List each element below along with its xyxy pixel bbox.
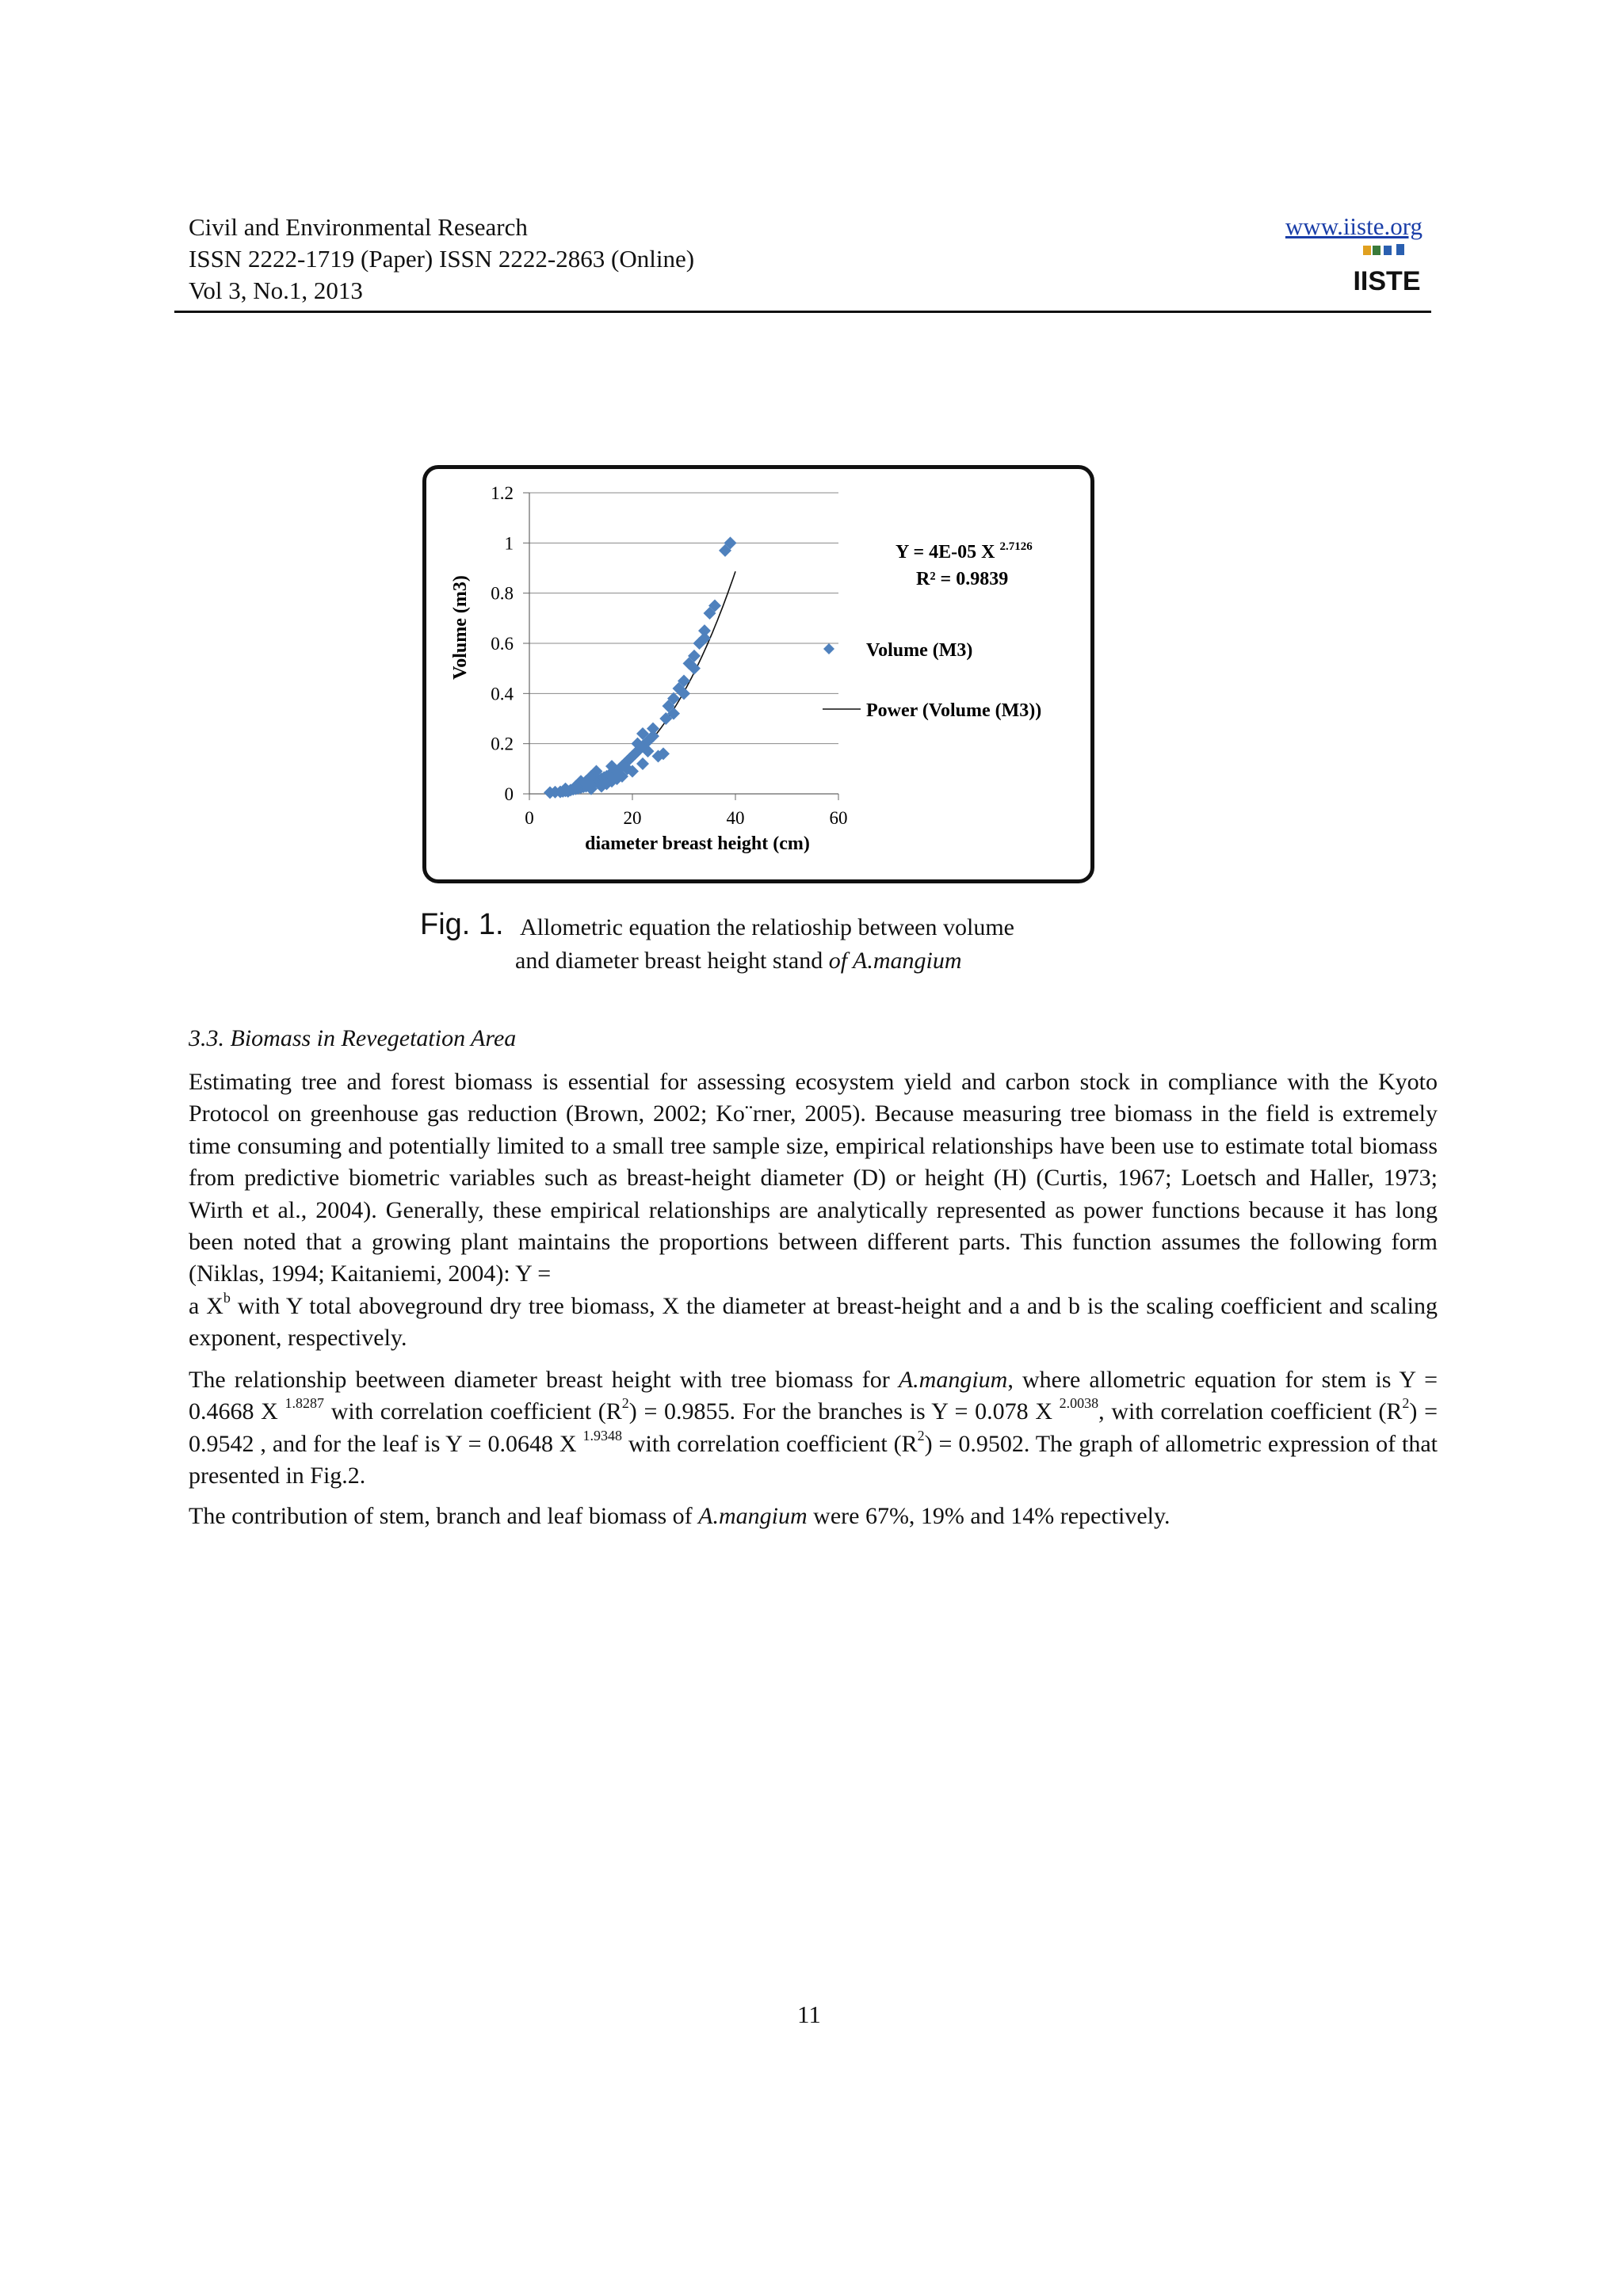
caption-species: of A.mangium bbox=[828, 948, 962, 974]
p1-text: Estimating tree and forest biomass is essential for assessing ecosystem yield and carbon stock in compliance with the Kyoto Protocol on greenhouse gas reduction (Brown, 2002; Ko¨rner, 2005). Because measuring tree biomass in the field is extremely time consuming and potentially limited to a small tree sample size, empirical relationships have been use to estimate total biomass from predictive biometric variables such as breast-height diameter (D) or height (H) (Curtis, 1967; Loetsch and Haller, 1973; Wirth et al., 2004). Generally, these empirical relationships are analytically represented as power functions because it has long been noted that a growing plant maintains the proportions between different parts. This function assumes the following form (Niklas, 1994; Kaitaniemi, 2004): Y = bbox=[189, 1069, 1438, 1287]
y-tick-label: 0 bbox=[504, 784, 514, 804]
x-tick-label: 0 bbox=[525, 808, 534, 828]
y-tick-label: 1.2 bbox=[491, 483, 514, 503]
page-number: 11 bbox=[797, 2000, 821, 2028]
x-tick-label: 20 bbox=[623, 808, 642, 828]
x-tick-label: 60 bbox=[829, 808, 848, 828]
paragraph-1 bbox=[189, 1066, 1438, 1355]
scatter-point bbox=[636, 757, 649, 770]
issn-line: ISSN 2222-1719 (Paper) ISSN 2222-2863 (Online) bbox=[189, 245, 695, 273]
y-tick-label: 0.4 bbox=[491, 684, 514, 704]
logo-text: IISTE bbox=[1353, 266, 1421, 296]
caption-line-2: and diameter breast height stand bbox=[515, 948, 829, 974]
legend-power bbox=[823, 700, 1041, 721]
figure-1-chart bbox=[422, 465, 1094, 883]
p1-end-a: a X bbox=[189, 1292, 223, 1319]
volume-line: Vol 3, No.1, 2013 bbox=[189, 277, 363, 304]
p3-species: A.mangium bbox=[698, 1503, 808, 1529]
y-tick-label: 0.2 bbox=[491, 734, 514, 754]
equation-text bbox=[896, 540, 1033, 563]
x-axis-label: diameter breast height (cm) bbox=[585, 833, 810, 854]
p1-end-b: with Y total aboveground dry tree biomass, X the diameter at breast-height and a and b is the scaling coefficient and scaling exponent, respectively. bbox=[189, 1292, 1438, 1352]
chart-svg bbox=[426, 469, 1090, 879]
figure-caption bbox=[515, 911, 1014, 978]
chart-grid bbox=[529, 493, 838, 744]
paragraph-3: The contribution of stem, branch and leaf biomass of A.mangium were 67%, 19% and 14% repectively. bbox=[189, 1503, 1170, 1529]
chart-points bbox=[544, 536, 737, 799]
header-rule bbox=[174, 311, 1431, 313]
chart-axes bbox=[523, 493, 838, 800]
r-squared-text: R² = 0.9839 bbox=[916, 569, 1009, 589]
section-heading: 3.3. Biomass in Revegetation Area bbox=[189, 1025, 517, 1051]
legend-volume-label: Volume (M3) bbox=[866, 640, 973, 661]
legend-diamond-icon bbox=[823, 643, 834, 654]
equation-prefix: Y = 4E-05 X bbox=[896, 542, 995, 563]
iiste-logo-icon bbox=[1353, 242, 1421, 298]
power-trendline bbox=[556, 571, 736, 793]
x-tick-label: 40 bbox=[726, 808, 745, 828]
chart-tick-labels bbox=[491, 483, 847, 828]
y-tick-label: 0.6 bbox=[491, 634, 514, 654]
legend-power-label: Power (Volume (M3)) bbox=[866, 700, 1042, 721]
y-axis-label: Volume (m3) bbox=[450, 575, 471, 680]
p2-species: A.mangium bbox=[898, 1367, 1008, 1393]
caption-line-1: Allometric equation the relatioship between volume bbox=[520, 914, 1014, 940]
y-tick-label: 0.8 bbox=[491, 583, 514, 604]
paragraph-2: The relationship beetween diameter breast height with tree biomass for A.mangium, where allometric equation for stem is Y = 0.4668 X $^{1.8287}$ with correlation coefficient $(R^2) = 0.9855$. For the branches is Y = 0.078 X $^{2.0038}$, with correlation coefficient $(R^2) = 0.9542$ , and for the leaf is Y = 0.0648 X $^{1.9348}$ with correlation coefficient $(R^2) = 0.9502$. The graph of allometric expression of that presented in Fig.2. bbox=[189, 1367, 1438, 1489]
journal-title: Civil and Environmental Research bbox=[189, 213, 528, 241]
equation-exponent: 2.7126 bbox=[999, 540, 1033, 553]
journal-url-link[interactable]: www.iiste.org bbox=[1285, 212, 1423, 240]
p1-end-sup: b bbox=[223, 1289, 231, 1306]
y-tick-label: 1 bbox=[504, 533, 514, 554]
figure-label: Fig. 1. bbox=[420, 908, 504, 941]
legend-volume bbox=[823, 640, 972, 661]
